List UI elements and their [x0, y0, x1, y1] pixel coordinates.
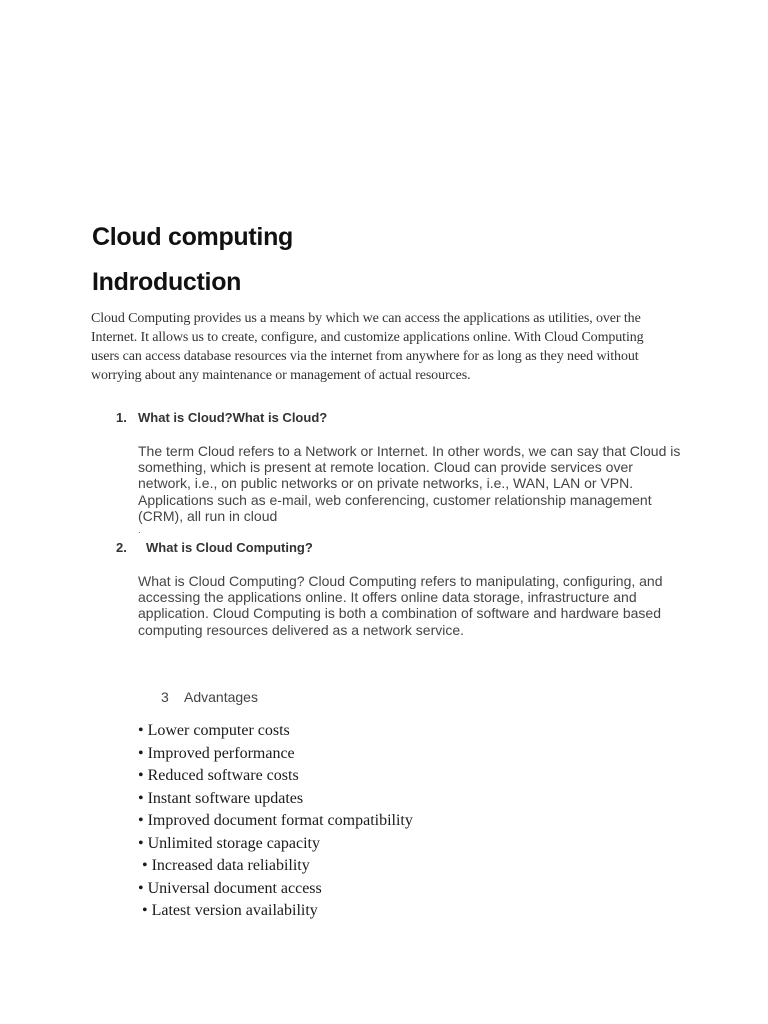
- list-item: • Instant software updates: [138, 789, 304, 807]
- list-item: • Improved performance: [138, 744, 295, 762]
- advantages-title: Advantages: [184, 689, 258, 705]
- section-2-body: What is Cloud Computing? Cloud Computing refers to manipulating, configuring, and accessing the applications online. It offers online data storage, infrastructure and application. Cloud Computing is both a combination of software and hardware based computing resources delivered as a network service.: [138, 573, 663, 638]
- section-1-number: 1.: [116, 410, 127, 425]
- list-item: • Universal document access: [138, 879, 322, 897]
- document-title: Cloud computing: [92, 223, 294, 251]
- list-item: • Latest version availability: [142, 902, 318, 919]
- section-1-body: The term Cloud refers to a Network or Internet. In other words, we can say that Cloud is something, which is present at remote location. Cloud can provide services over network, i.e., on public networks or on private networks, i.e., WAN, LAN or VPN. Applications such as e-mail, web conferencing, customer relationship management (CRM), all run in cloud: [138, 443, 681, 524]
- list-item: • Increased data reliability: [142, 857, 310, 874]
- section-2-heading: [116, 539, 416, 557]
- list-item: • Reduced software costs: [138, 767, 299, 784]
- section-1-trailing-dot: .: [138, 525, 141, 536]
- advantages-number: 3: [161, 689, 169, 705]
- list-item: • Improved document format compatibility: [138, 812, 413, 829]
- section-2-number: 2.: [116, 540, 127, 555]
- list-item: • Lower computer costs: [138, 722, 290, 739]
- advantages-heading: [161, 688, 258, 706]
- introduction-paragraph: Cloud Computing provides us a means by which we can access the applications as utilities, over the Internet. It allows us to create, configure, and customize applications online. With Cloud Computing users can access database resources via the internet from anywhere for as long as they need without worrying about any maintenance or management of actual resources.: [91, 311, 644, 383]
- section-1-title: What is Cloud?What is Cloud?: [138, 410, 328, 425]
- introduction-heading: Indroduction: [92, 268, 242, 296]
- advantages-list: [138, 720, 413, 923]
- section-2-title: What is Cloud Computing?: [146, 540, 313, 555]
- section-1-heading: [116, 409, 416, 427]
- list-item: • Unlimited storage capacity: [138, 834, 320, 852]
